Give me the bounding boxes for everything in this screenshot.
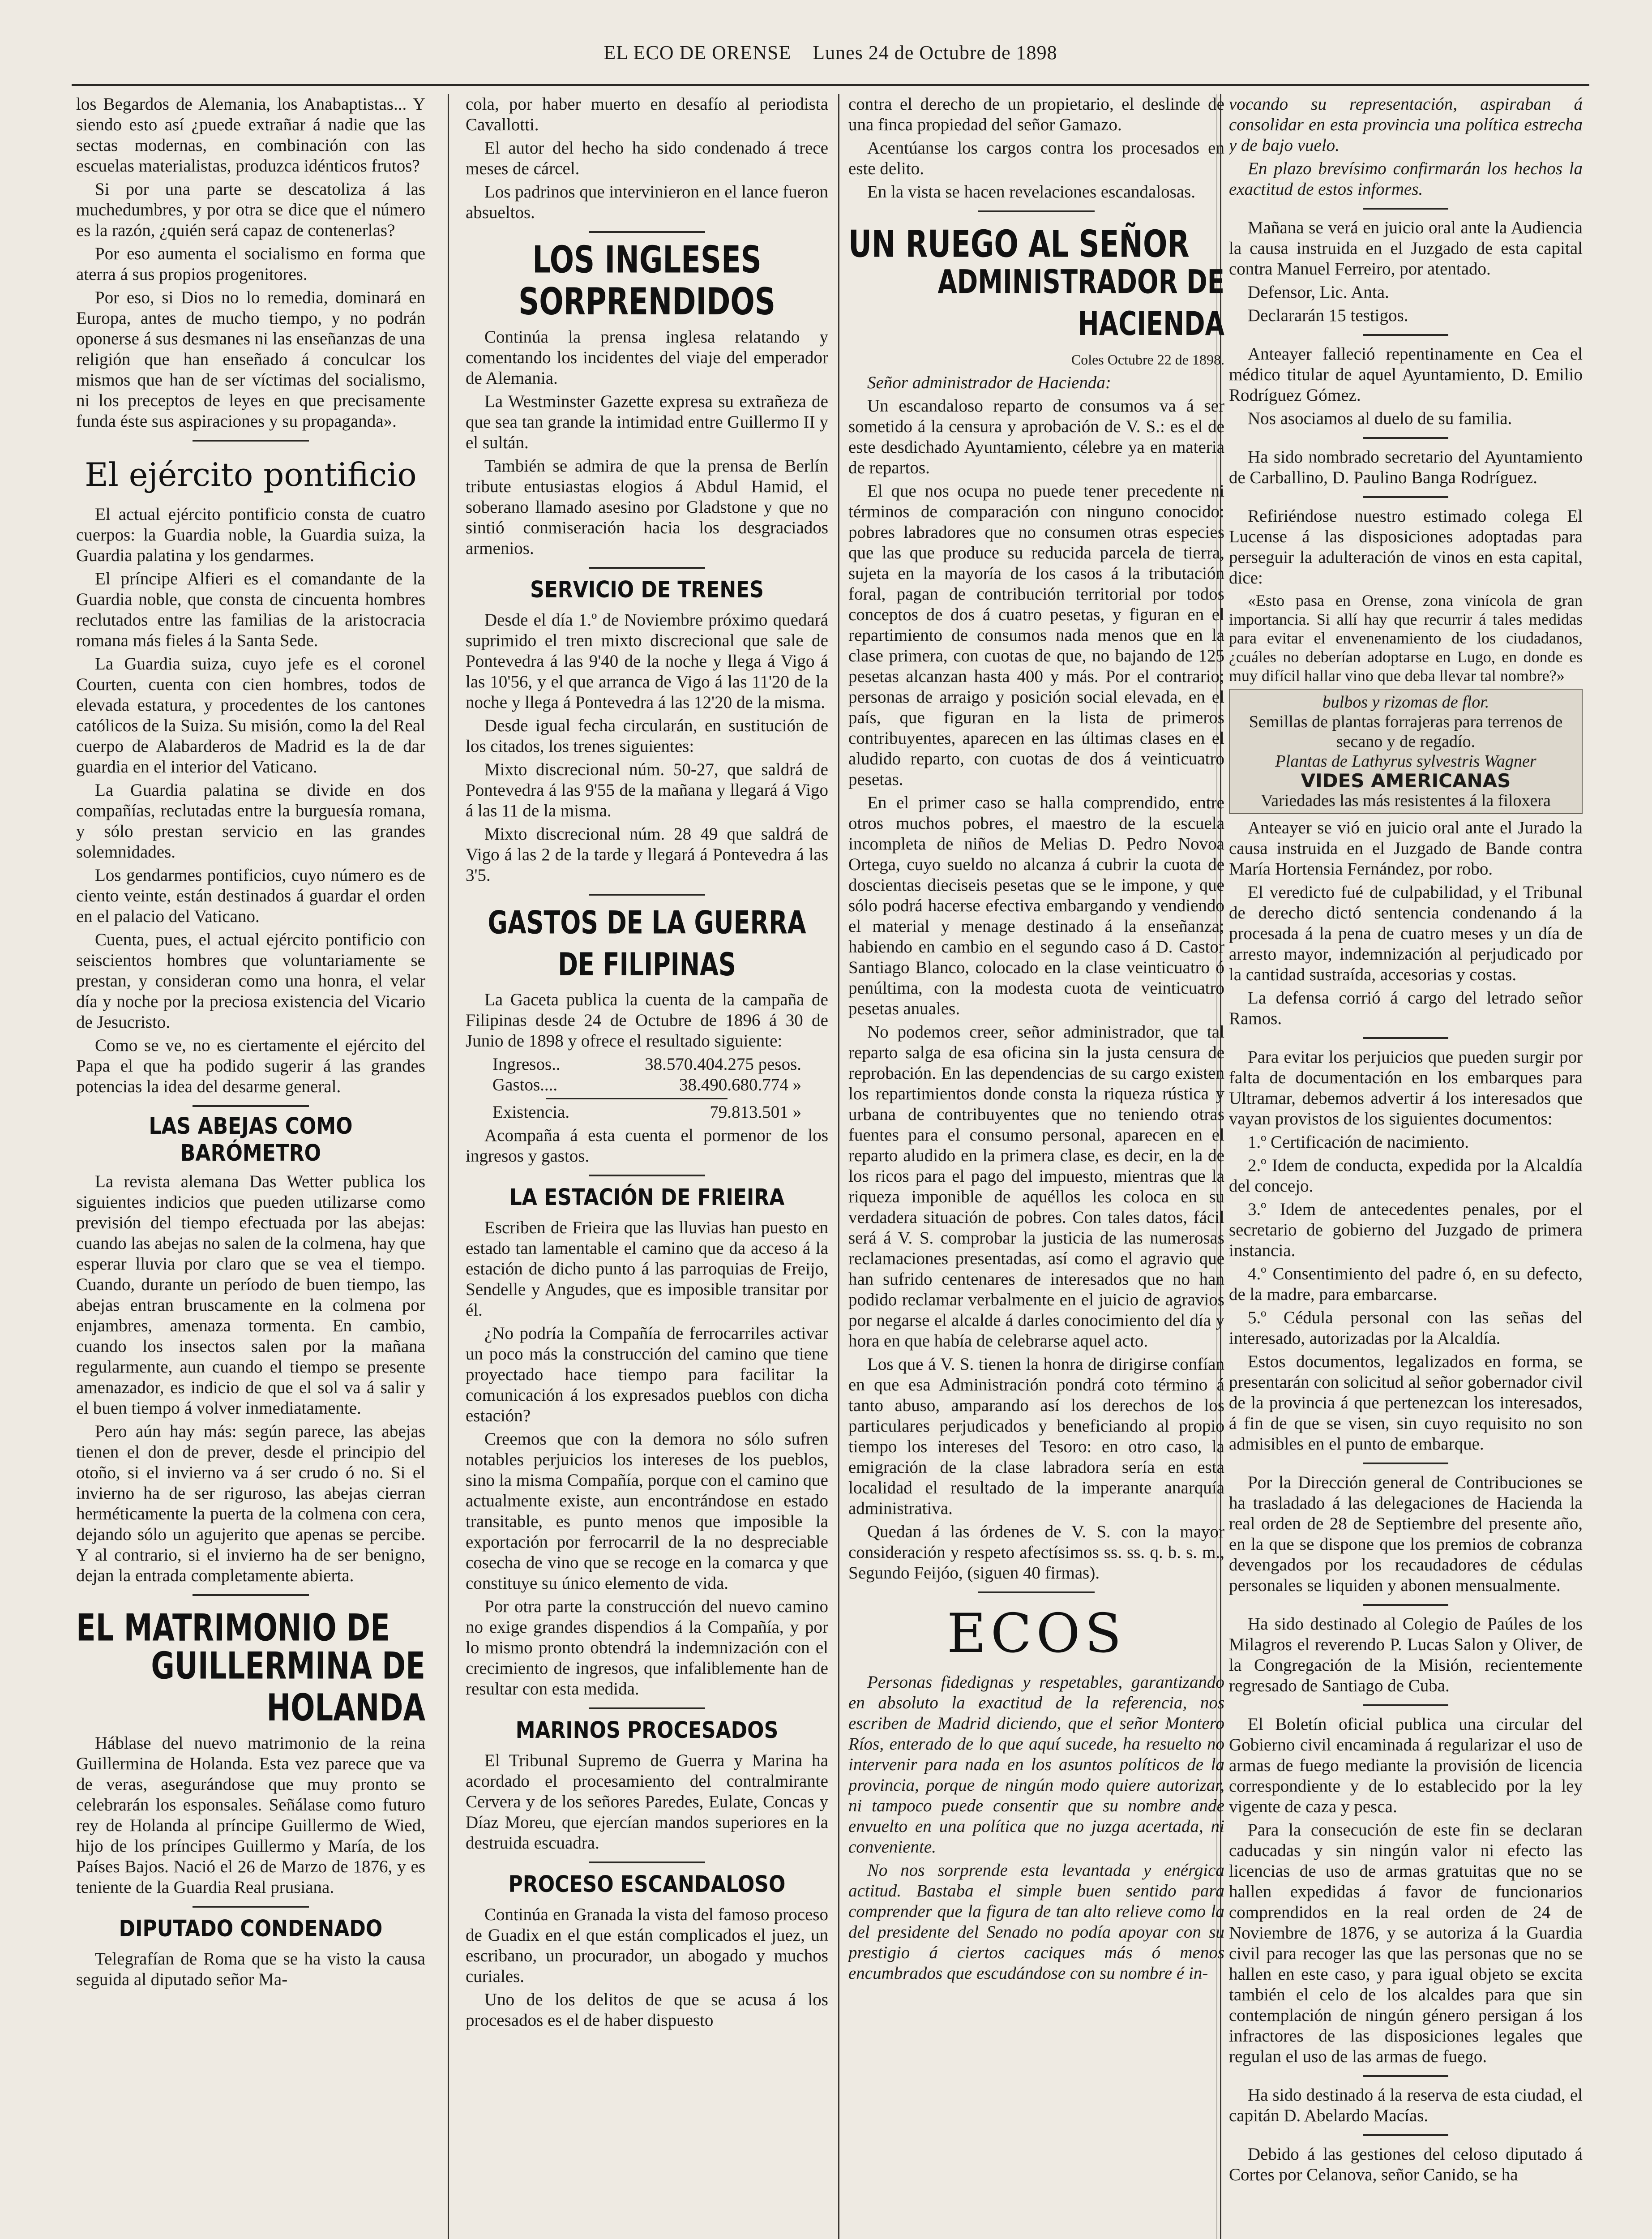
ingresos-label: Ingresos..	[492, 1055, 561, 1074]
ingresos-value: 38.570.404.275 pesos.	[645, 1055, 801, 1074]
paragraph: Ha sido destinado al Colegio de Paúles de los Milagros el reverendo P. Lucas Salon y Oliver, de la Congregación de la Misión, recientemente regresado de Santiago de Cuba.	[1229, 1614, 1583, 1695]
paragraph: Defensor, Lic. Anta.	[1248, 283, 1389, 302]
paragraph: Creemos que con la demora no sólo sufren notables perjuicios los intereses de los pueblos, sino la misma Compañía, porque con el camino que actualmente existe, aun encontrándose en estado transitable, es punto menos que imposible la exportación por ferrocarril de la no despreciable cosecha de vino que se recoge en la comarca y que constituye su único elemento de vida.	[466, 1429, 828, 1593]
ad-title: VIDES AMERICANAS	[1301, 770, 1511, 792]
list-item: 4.º Consentimiento del padre ó, en su defecto, de la madre, para embarcarse.	[1229, 1264, 1583, 1304]
separator-rule	[589, 1707, 705, 1709]
separator-rule	[1363, 1463, 1448, 1464]
list-item: 3.º Idem de antecedentes penales, por el secretario de gobierno del Juzgado de primera instancia.	[1229, 1200, 1583, 1260]
paragraph: Acentúanse los cargos contra los procesados en este delito.	[848, 138, 1224, 178]
paragraph: La defensa corrió á cargo del letrado señor Ramos.	[1229, 988, 1583, 1028]
headline-proceso: PROCESO ESCANDALOSO	[508, 1871, 786, 1898]
paragraph: Continúa en Granada la vista del famoso proceso de Guadix en el que están complicados el juez, un escribano, un procurador, un abogado y muchos curiales.	[466, 1905, 828, 1986]
gastos-label: Gastos....	[492, 1075, 558, 1094]
accounts-row	[466, 1102, 828, 1123]
paragraph: La revista alemana Das Wetter publica los siguientes indicios que pueden utilizarse como previsión del tiempo efectuada por las abejas: cuando las abejas no salen de la colmena, hay que esperar lluvia por claro que se vea el tiempo. Cuando, durante un período de buen tiempo, las abejas entran bruscamente en la colmena por enjambres, amenaza tormenta. En cambio, cuando los insectos salen por la mañana regularmente, aun cuando el tiempo se presente amenazador, es indicio de que el sol va á salir y el buen tiempo á volver inmediatamente.	[76, 1172, 425, 1418]
headline-frieira: LA ESTACIÓN DE FRIEIRA	[509, 1184, 785, 1211]
separator-rule	[1363, 1037, 1448, 1039]
paragraph: Desde igual fecha circularán, en sustitución de los citados, los trenes siguientes:	[466, 716, 828, 756]
paragraph: Por otra parte la construcción del nuevo camino no exige grandes dispendios á la Compañía, y por lo mismo pronto obtendrá la indemnización con el crecimiento de ingresos, que infaliblemente han de resultar con esta medida.	[466, 1597, 828, 1699]
paragraph: Uno de los delitos de que se acusa á los procesados es el de haber dispuesto	[466, 1990, 828, 2030]
separator-rule	[193, 1105, 309, 1107]
ad-line: Semillas de plantas forrajeras para terrenos de secano y de regadío.	[1249, 712, 1563, 751]
existencia-label: Existencia.	[492, 1102, 570, 1122]
headline-diputado: DIPUTADO CONDENADO	[119, 1916, 383, 1942]
paragraph: Mixto discrecional núm. 28 49 que saldrá de Vigo á las 2 de la tarde y llegará á Pontevedra á las 3'5.	[466, 824, 828, 885]
separator-rule	[978, 210, 1095, 212]
paragraph: El que nos ocupa no puede tener precedente ni términos de comparación con ninguno conocido: pobres labradores que no consumen otras especies que las que produce su reducida parcela de tierra, sujeta en la mayoría de los casos á la tributación foral, pagan de contribución territorial por todos conceptos de dos á cuatro pesetas, y figuran en el repartimiento de consumos nada menos que en la clase primera, con cuotas de que, no bajando de 125 pesetas alcanzan hasta 400 y más. Por el contrario; personas de arraigo y posición social elevada, en el país, que figuran en la lista de primeros contribuyentes, aparecen en las últimas clases en el aludido reparto, con cuotas de dos á veinticuatro pesetas.	[848, 481, 1224, 789]
column-rule	[448, 94, 449, 2239]
paragraph: Los gendarmes pontificios, cuyo número es de ciento veinte, están destinados á guardar el orden en el palacio del Vaticano.	[76, 866, 425, 926]
separator-rule	[589, 231, 705, 233]
paragraph: En el primer caso se halla comprendido, entre otros muchos pobres, el maestro de la escuela incompleta de niños de Melias D. Pedro Novoa Ortega, cuyo sueldo no alcanza á cubrir la cuota de doscientas dieciseis pesetas que se le impone, y que sólo podrá hacerse efectiva embargando y vendiendo el material y menage destinado á la enseñanza; habiendo en cambio en el segundo caso á D. Castor Santiago Blanco, colocado en la clase veinticuatro ó penúltima, con la modesta cuota de veinticuatro pesetas anuales.	[848, 793, 1224, 1018]
paragraph: Telegrafían de Roma que se ha visto la causa seguida al diputado señor Ma-	[76, 1949, 425, 1989]
list-item: 2.º Idem de conducta, expedida por la Alcaldía del concejo.	[1229, 1156, 1583, 1196]
sum-rule	[546, 1098, 728, 1099]
paragraph: No podemos creer, señor administrador, que tal reparto salga de esa oficina sin la justa censura de reprobación. En las dependencias de su cargo existen los repartimientos donde consta la riqueza rústica y urbana de contribuyentes que no teniendo otras fuentes para el consumo personal, aparecen en el reparto aludido en la primera clase, es decir, en la de los ricos para el pago del impuesto, mientras que la riqueza imponible de aquéllos les coloca en su verdadera situación de pobres. Con tales datos, fácil será á V. S. comprobar la justicia de las numerosas reclamaciones presentadas, así como el agravio que han sufrido centenares de interesados que no han podido reclamar verbalmente en el juicio de agravios por negarse el alcalde á darles conocimiento del día y hora en que había de celebrarse aquel acto.	[848, 1022, 1224, 1351]
headline-ejercito: El ejército pontificio	[85, 456, 417, 493]
list-item: 1.º Certificación de nacimiento.	[1248, 1132, 1469, 1152]
ad-line: bulbos y rizomas de flor.	[1322, 693, 1489, 712]
paragraph: Desde el día 1.º de Noviembre próximo quedará suprimido el tren mixto discrecional que sale de Pontevedra á las 9'40 de la noche y llega á Vigo á las 10'56, y el que arranca de Vigo á las 11'20 de la noche y llega á Pontevedra á las 12'20 de la misma.	[466, 610, 828, 712]
headline-ruego-line2: ADMINISTRADOR DE HACIENDA	[937, 263, 1224, 343]
paragraph: Mixto discrecional núm. 50-27, que saldrá de Pontevedra á las 9'55 de la mañana y llegará á Vigo á las 11 de la misma.	[466, 760, 828, 820]
separator-rule	[1363, 334, 1448, 336]
headline-trenes: SERVICIO DE TRENES	[530, 577, 764, 603]
paragraph: La Westminster Gazette expresa su extrañeza de que sea tan grande la intimidad entre Guillermo II y el sultán.	[466, 392, 828, 452]
paragraph: El autor del hecho ha sido condenado á trece meses de cárcel.	[466, 138, 828, 178]
paragraph: Si por una parte se descatoliza á las muchedumbres, y por otra se dice que el número es la razón, ¿quién será capaz de contenerlas?	[76, 180, 425, 240]
column-4	[1229, 94, 1583, 2239]
paragraph: Quedan á las órdenes de V. S. con la mayor consideración y respeto afectísimos ss. ss. q. b. s. m., Segundo Feijóo, (siguen 40 firmas).	[848, 1522, 1224, 1583]
paragraph: En la vista se hacen revelaciones escandalosas.	[867, 182, 1196, 202]
paragraph: Ha sido destinado á la reserva de esta ciudad, el capitán D. Abelardo Macías.	[1229, 2085, 1583, 2125]
separator-rule	[1363, 2075, 1448, 2077]
paragraph: Anteayer falleció repentinamente en Cea el médico titular de aquel Ayuntamiento, D. Emilio Rodríguez Gómez.	[1229, 344, 1583, 405]
separator-rule	[193, 440, 309, 442]
paragraph: los Begardos de Alemania, los Anabaptistas... Y siendo esto así ¿puede extrañar á nadie que las sectas modernas, en combinación con las escuelas materialistas, produzca idénticos frutos?	[76, 94, 425, 176]
paragraph: También se admira de que la prensa de Berlín tribute entusiastas elogios á Abdul Hamid, el soberano llamado asesino por Gladstone y que no sintió conmiseración hacia los desgraciados armenios.	[466, 456, 828, 558]
paragraph: Anteayer se vió en juicio oral ante el Jurado la causa instruida en el Juzgado de Bande contra María Hortensia Fernández, por robo.	[1229, 818, 1583, 879]
column-rule	[838, 94, 839, 2239]
column-2	[466, 94, 828, 2239]
paragraph: Por eso aumenta el socialismo en forma que aterra á sus propios progenitores.	[76, 244, 425, 284]
existencia-value: 79.813.501 »	[710, 1102, 801, 1122]
gastos-value: 38.490.680.774 »	[679, 1075, 801, 1094]
page-header	[72, 41, 1589, 86]
newspaper-name: EL ECO DE ORENSE	[603, 42, 792, 64]
paragraph: Refiriéndose nuestro estimado colega El Lucense á las disposiciones adoptadas para perseguir la adulteración de vinos en esta capital, dice:	[1229, 506, 1583, 588]
separator-rule	[589, 1862, 705, 1863]
separator-rule	[1363, 437, 1448, 439]
issue-date: Lunes 24 de Octubre de 1898	[813, 42, 1057, 64]
paragraph: contra el derecho de un propietario, el deslinde de una finca propiedad del señor Gamazo.	[848, 94, 1224, 134]
paragraph: Para evitar los perjuicios que pueden surgir por falta de documentación en los embarques para Ultramar, debemos advertir á los interesados que vayan provistos de los siguientes documentos:	[1229, 1047, 1583, 1128]
headline-ecos: ECOS	[947, 1603, 1126, 1665]
separator-rule	[589, 567, 705, 569]
accounts-row	[466, 1075, 828, 1095]
paragraph: Mañana se verá en juicio oral ante la Audiencia la causa instruida en el Juzgado de esta capital contra Manuel Ferreiro, por atentado.	[1229, 218, 1583, 279]
paragraph: Personas fidedignas y respetables, garantizando en absoluto la exactitud de la referencia, nos escriben de Madrid diciendo, que el señor Montero Ríos, enterado de lo que aquí sucede, ha resuelto no intervenir para nada en los asuntos políticos de la provincia, porque de ningún modo quiere autorizar, ni tampoco puede consentir que su nombre ande envuelto en una política que no juzga acertada, ni conveniente.	[848, 1673, 1224, 1857]
paragraph: Declararán 15 testigos.	[1248, 306, 1408, 325]
paragraph: El veredicto fué de culpabilidad, y el Tribunal de derecho dictó sentencia condenando á la procesada á la pena de cuatro meses y un día de arresto mayor, indemnización al perjudicado por la cantidad sustraída, accesorias y costas.	[1229, 883, 1583, 984]
separator-rule	[1363, 2134, 1448, 2136]
paragraph: Escriben de Frieira que las lluvias han puesto en estado tan lamentable el camino que da acceso á la estación de dicho punto á las parroquias de Freijo, Sendelle y Angudes, que es imposible transitar por él.	[466, 1218, 828, 1320]
column-3	[848, 94, 1224, 2239]
salutation: Señor administrador de Hacienda:	[867, 373, 1111, 392]
ad-line: Variedades las más resistentes á la filoxera	[1261, 791, 1551, 810]
separator-rule	[589, 894, 705, 896]
headline-ingleses: LOS INGLESES SORPRENDIDOS	[518, 239, 775, 324]
paragraph: En plazo brevísimo confirmarán los hechos la exactitud de estos informes.	[1229, 159, 1583, 199]
advertisement-fragment	[1229, 689, 1583, 814]
paragraph: Continúa la prensa inglesa relatando y comentando los incidentes del viaje del emperador de Alemania.	[466, 327, 828, 388]
separator-rule	[193, 1594, 309, 1596]
separator-rule	[589, 1175, 705, 1176]
paragraph: El príncipe Alfieri es el comandante de la Guardia noble, que consta de cincuenta hombres reclutados entre las familias de la aristocracia romana más fieles á la Santa Sede.	[76, 569, 425, 650]
paragraph: Acompaña á esta cuenta el pormenor de los ingresos y gastos.	[466, 1126, 828, 1166]
paragraph: Háblase del nuevo matrimonio de la reina Guillermina de Holanda. Esta vez parece que va de veras, asegurándose que muy pronto se celebrarán los esponsales. Señálase como futuro rey de Holanda al príncipe Guillermo de Wied, hijo de los príncipes Guillermo y María, de los Países Bajos. Nació el 26 de Marzo de 1876, y es teniente de la Guardia Real prusiana.	[76, 1733, 425, 1897]
headline-ruego-line1: UN RUEGO AL SEÑOR	[848, 223, 1190, 266]
headline-marinos: MARINOS PROCESADOS	[515, 1717, 779, 1744]
paragraph: Pero aún hay más: según parece, las abejas tienen el don de prever, desde el principio del otoño, si el invierno va á ser crudo ó no. Si el invierno ha de ser riguroso, las abejas cierran herméticamente la puerta de la colmena con cera, dejando sólo un agujerito que apenas se percibe. Y al contrario, si el invierno ha de ser benigno, dejan la entrada completamente abierta.	[76, 1422, 425, 1585]
paragraph: El Tribunal Supremo de Guerra y Marina ha acordado el procesamiento del contralmirante Cervera y de los señores Paredes, Eulate, Concas y Díaz Moreu, que ejercían mandos superiores en la destruida escuadra.	[466, 1751, 828, 1853]
paragraph: La Guardia palatina se divide en dos compañías, reclutadas entre la burguesía romana, y sólo prestan servicio en las grandes solemnidades.	[76, 781, 425, 862]
separator-rule	[1363, 496, 1448, 498]
separator-rule	[193, 1906, 309, 1908]
paragraph: vocando su representación, aspiraban á consolidar en esta provincia una política estrecha y de bajo vuelo.	[1229, 94, 1583, 155]
paragraph: Un escandaloso reparto de consumos va á ser sometido á la censura y aprobación de V. S.: es el de este desdichado Ayuntamiento, célebre ya en materia de repartos.	[848, 396, 1224, 477]
headline-gastos: GASTOS DE LA GUERRA DE FILIPINAS	[488, 904, 806, 983]
ad-line: Plantas de Lathyrus sylvestris Wagner	[1275, 752, 1536, 771]
paragraph: Estos documentos, legalizados en forma, se presentarán con solicitud al señor gobernador civil de la provincia á que pertenezcan los interesados, á fin de que se visen, sin cuyo requisito no son admisibles en el punto de embarque.	[1229, 1352, 1583, 1454]
paragraph: Ha sido nombrado secretario del Ayuntamiento de Carballino, D. Paulino Banga Rodríguez.	[1229, 447, 1583, 487]
paragraph: El actual ejército pontificio consta de cuatro cuerpos: la Guardia noble, la Guardia suiza, la Guardia palatina y los gendarmes.	[76, 505, 425, 565]
headline-matrimonio-line2: GUILLERMINA DE HOLANDA	[151, 1645, 425, 1730]
paragraph: Cuenta, pues, el actual ejército pontificio con seiscientos hombres que voluntariamente se prestan, y consideran como una honra, el velar día y noche por la preciosa existencia del Vicario de Jesucristo.	[76, 930, 425, 1032]
paragraph: Los padrinos que intervinieron en el lance fueron absueltos.	[466, 182, 828, 222]
paragraph: La Guardia suiza, cuyo jefe es el coronel Courten, cuenta con cien hombres, todos de elevada estatura, y procedentes de los cantones católicos de la Suiza. Su misión, como la del Real cuerpo de Alabarderos de Madrid es la de dar guardia en el interior del Vaticano.	[76, 654, 425, 776]
separator-rule	[1363, 208, 1448, 210]
paragraph: cola, por haber muerto en desafío al periodista Cavallotti.	[466, 94, 828, 134]
paragraph: Los que á V. S. tienen la honra de dirigirse confían en que esa Administración pondrá coto término á tanto abuso, amparando así los derechos de los particulares perjudicados y beneficiando al propio tiempo los intereses del Tesoro: en otro caso, la emigración de la clase labradora sería en esta localidad el resultado de la imperante anarquía administrativa.	[848, 1355, 1224, 1518]
headline-abejas: LAS ABEJAS COMO BARÓMETRO	[149, 1113, 353, 1167]
paragraph: ¿No podría la Compañía de ferrocarriles activar un poco más la construcción del camino que tiene proyectado hace tiempo para facilitar la comunicación á los expresados pueblos con dicha estación?	[466, 1324, 828, 1425]
paragraph: Por eso, si Dios no lo remedia, dominará en Europa, antes de mucho tiempo, y no podrán oponerse á sus desmanes ni las enseñanzas de una religión que han enseñado á conculcar los mismos que han de ser víctimas del socialismo, ni los preceptos de leyes en que precisamente funda éste sus aspiraciones y su propaganda».	[76, 288, 425, 431]
paragraph: Como se ve, no es ciertamente el ejército del Papa el que ha podido sugerir á las grandes potencias la idea del desarme general.	[76, 1036, 425, 1096]
separator-rule	[978, 1591, 1095, 1593]
paragraph: No nos sorprende esta levantada y enérgica actitud. Bastaba el simple buen sentido para comprender que la figura de tan alto relieve como la del presidente del Senado no podía apoyar con su prestigio á ciertos caciques más ó menos encumbrados que escudándose con su nombre é in-	[848, 1861, 1224, 1983]
accounts-row	[466, 1054, 828, 1075]
paragraph: Por la Dirección general de Contribuciones se ha trasladado á las delegaciones de Hacienda la real orden de 28 de Septiembre del presente año, en la que se dispone que los premios de cobranza devengados por los recaudadores de cédulas personales se liquiden y abonen mensualmente.	[1229, 1473, 1583, 1595]
paragraph: El Boletín oficial publica una circular del Gobierno civil encaminada á regularizar el uso de armas de fuego mediante la provisión de licencia correspondiente y de lo establecido por la ley vigente de caza y pesca.	[1229, 1715, 1583, 1816]
paragraph: La Gaceta publica la cuenta de la campaña de Filipinas desde 24 de Octubre de 1896 á 30 de Junio de 1898 y ofrece el resultado siguiente:	[466, 990, 828, 1051]
paragraph: Nos asociamos al duelo de su familia.	[1248, 409, 1512, 428]
column-1	[76, 94, 425, 2239]
dateline: Coles Octubre 22 de 1898.	[1071, 352, 1224, 368]
headline-matrimonio-line1: EL MATRIMONIO DE	[76, 1606, 390, 1650]
paragraph: Para la consecución de este fin se declaran caducadas y sin ningún valor ni efecto las licencias de uso de armas gratuitas que no se hallen expedidas á favor de funcionarios comprendidos en la real orden de 24 de Noviembre de 1876, y se autoriza á la Guardia civil para recoger las que las personas que no se hallen en este caso, y para igual objeto se excita también el celo de los alcaldes para que sin contemplación de ningún género persigan á los infractores de las disposiciones legales que regulan el uso de las armas de fuego.	[1229, 1820, 1583, 2066]
quotation: «Esto pasa en Orense, zona vinícola de gran importancia. Si allí hay que recurrir á tales medidas para evitar el envenenamiento de los ciudadanos, ¿cuáles no deberían adoptarse en Lugo, en donde es muy difícil hallar vino que deba llevar tal nombre?»	[1229, 592, 1583, 685]
separator-rule	[1363, 1604, 1448, 1606]
paragraph: Debido á las gestiones del celoso diputado á Cortes por Celanova, señor Canido, se ha	[1229, 2145, 1583, 2184]
list-item: 5.º Cédula personal con las señas del interesado, autorizadas por la Alcaldía.	[1229, 1308, 1583, 1348]
accounts-table	[466, 1054, 828, 1123]
separator-rule	[1363, 1704, 1448, 1706]
